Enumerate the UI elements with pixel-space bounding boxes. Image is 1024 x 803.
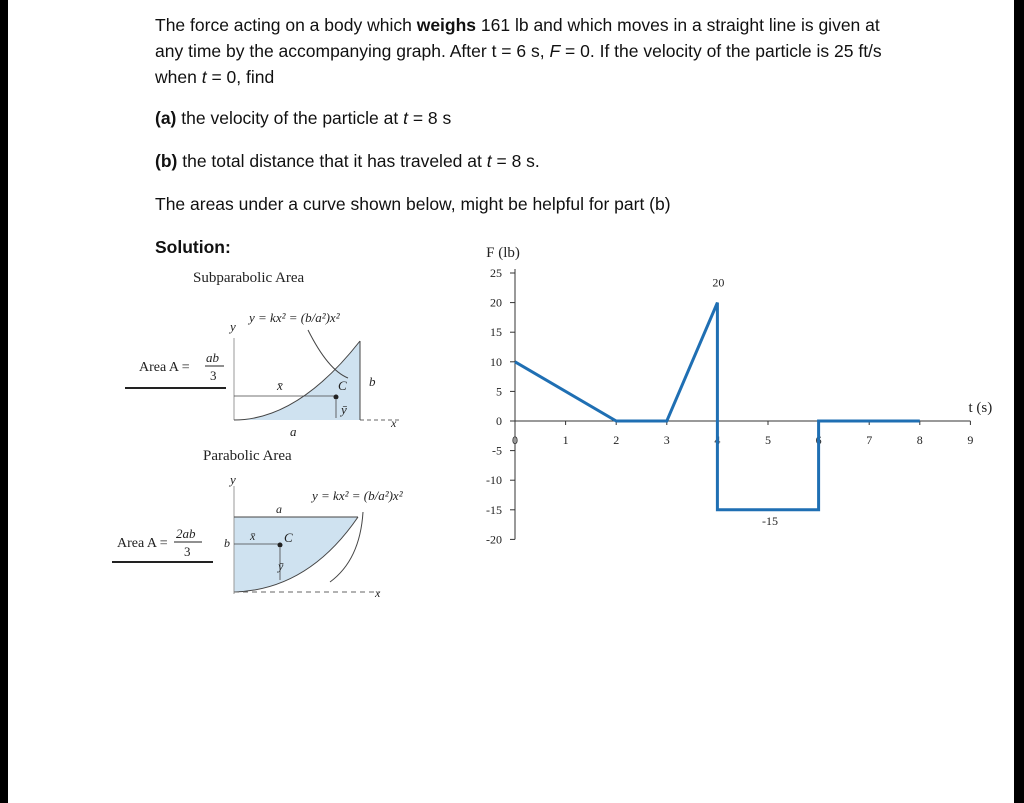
- x-tick-label: 6: [815, 433, 822, 447]
- a-label: a: [290, 424, 297, 439]
- y-tick-label: 5: [496, 384, 502, 399]
- y-axis-label: y: [230, 472, 236, 487]
- y-tick-label: 25: [490, 266, 502, 280]
- area-reference-figure: [8, 0, 488, 610]
- centroid-label: C: [284, 530, 293, 545]
- force-time-chart: [458, 240, 998, 560]
- x-tick-label: 9: [967, 433, 974, 447]
- y-tick-label: 10: [490, 354, 502, 369]
- subparabolic-area-label: Area A =: [139, 360, 190, 375]
- x-axis-label: x: [391, 416, 397, 430]
- ybar-label: ȳ: [341, 402, 347, 417]
- data-label: -15: [762, 513, 778, 528]
- part-b: (b) the total distance that it has traveled at t = 8 s.: [155, 151, 540, 171]
- x-axis-label: x: [375, 586, 381, 600]
- series-line: [515, 303, 920, 510]
- problem-statement: The force acting on a body which weighs 161 lb and which moves in a straight line is given at any time by the accompanying graph. After t = 6 s, F = 0. If the velocity of the particle is 25 ft/s when t = 0, find: [155, 15, 882, 87]
- subparabolic-area-den: 3: [210, 368, 217, 383]
- xbar-label: x̄: [250, 529, 256, 543]
- y-tick-label: -10: [486, 473, 502, 488]
- hint-text: The areas under a curve shown below, might be helpful for part (b): [155, 194, 671, 214]
- y-axis-label: F (lb): [486, 245, 520, 261]
- ybar-label: ȳ: [278, 559, 284, 573]
- x-axis-label: t (s): [968, 400, 993, 416]
- x-tick-label: 4: [714, 433, 721, 447]
- y-axis-label: y: [230, 319, 236, 334]
- x-tick-label: 3: [663, 433, 670, 447]
- y-tick-label: 20: [490, 295, 502, 310]
- b-label: b: [369, 374, 376, 389]
- xbar-label: x̄: [277, 378, 283, 393]
- parabolic-area-den: 3: [184, 544, 191, 559]
- b-label: b: [224, 536, 230, 550]
- subparabolic-equation: y = kx² = (b/a²)x²: [249, 310, 340, 325]
- x-tick-label: 0: [512, 433, 518, 447]
- parabolic-area-label: Area A =: [117, 536, 168, 551]
- x-tick-label: 7: [866, 433, 873, 447]
- centroid-dot: [278, 543, 283, 548]
- parabolic-equation: y = kx² = (b/a²)x²: [312, 488, 403, 503]
- y-tick-label: 15: [490, 325, 502, 340]
- y-tick-label: -5: [492, 443, 502, 458]
- parabolic-area-num: 2ab: [176, 526, 196, 541]
- x-tick-label: 2: [613, 433, 620, 447]
- x-tick-label: 8: [916, 433, 923, 447]
- a-label: a: [276, 502, 282, 516]
- data-label: 20: [712, 275, 725, 290]
- y-tick-label: -15: [486, 502, 502, 517]
- solution-heading: Solution:: [155, 237, 231, 257]
- centroid-dot: [334, 395, 339, 400]
- parabolic-title: Parabolic Area: [203, 448, 292, 464]
- x-tick-label: 1: [562, 433, 569, 447]
- y-tick-label: 0: [496, 414, 502, 428]
- part-a: (a) the velocity of the particle at t = 8 s: [155, 108, 452, 128]
- subparabolic-title: Subparabolic Area: [193, 270, 305, 286]
- document-page: [8, 0, 1014, 803]
- y-tick-label: -20: [486, 532, 502, 547]
- x-tick-label: 5: [765, 433, 771, 447]
- subparabolic-area-num: ab: [206, 350, 219, 365]
- centroid-label: C: [338, 378, 347, 393]
